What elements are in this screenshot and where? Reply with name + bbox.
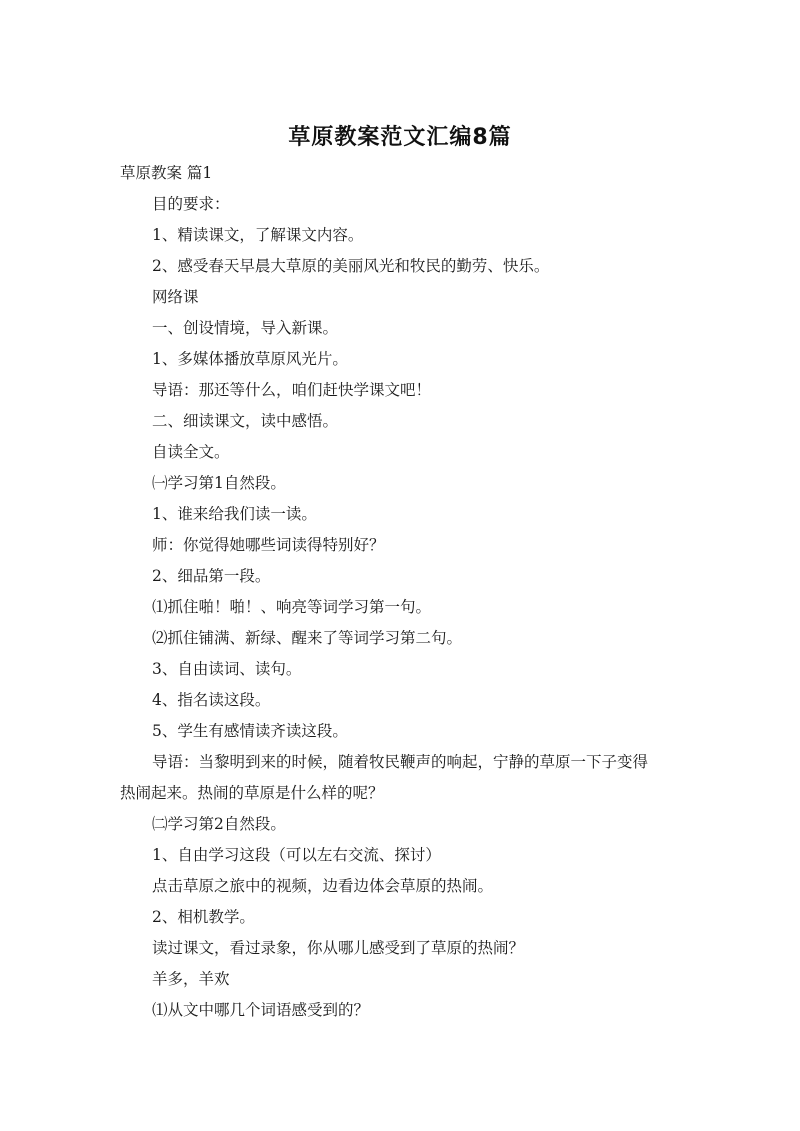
paragraph: 师：你觉得她哪些词读得特别好？ [152, 536, 385, 554]
paragraph: 自读全文。 [152, 443, 230, 461]
paragraph: 2、相机教学。 [152, 908, 255, 926]
paragraph: 1、自由学习这段（可以左右交流、探讨） [152, 846, 441, 864]
paragraph: 导语：那还等什么，咱们赶快学课文吧！ [152, 381, 432, 399]
paragraph: 羊多，羊欢 [152, 970, 230, 988]
paragraph: 1、精读课文，了解课文内容。 [152, 226, 364, 244]
paragraph: 网络课 [152, 288, 199, 306]
document-title: 草原教案范文汇编8篇 [288, 125, 512, 150]
paragraph: 1、多媒体播放草原风光片。 [152, 350, 348, 368]
section-heading: 草原教案 篇1 [120, 164, 213, 182]
paragraph: 1、谁来给我们读一读。 [152, 505, 317, 523]
paragraph: ⑴从文中哪几个词语感受到的？ [152, 1001, 370, 1019]
paragraph: 4、指名读这段。 [152, 691, 271, 709]
paragraph: ⑵抓住铺满、新绿、醒来了等词学习第二句。 [152, 629, 463, 647]
paragraph: 2、细品第一段。 [152, 567, 271, 585]
paragraph: 导语：当黎明到来的时候，随着牧民鞭声的响起，宁静的草原一下子变得 [152, 753, 649, 771]
paragraph: 目的要求： [152, 195, 230, 213]
paragraph: ㈡学习第2自然段。 [152, 815, 286, 833]
paragraph: 5、学生有感情读齐读这段。 [152, 722, 348, 740]
paragraph: 二、细读课文，读中感悟。 [152, 412, 339, 430]
paragraph-continuation: 热闹起来。热闹的草原是什么样的呢？ [120, 784, 384, 802]
paragraph: 3、自由读词、读句。 [152, 660, 302, 678]
paragraph: 2、感受春天早晨大草原的美丽风光和牧民的勤劳、快乐。 [152, 257, 550, 275]
paragraph: 点击草原之旅中的视频，边看边体会草原的热闹。 [152, 877, 494, 895]
paragraph: ⑴抓住啪！啪！、响亮等词学习第一句。 [152, 598, 432, 616]
paragraph: 一、创设情境，导入新课。 [152, 319, 339, 337]
paragraph: ㈠学习第1自然段。 [152, 474, 286, 492]
paragraph: 读过课文，看过录象，你从哪儿感受到了草原的热闹？ [152, 939, 525, 957]
